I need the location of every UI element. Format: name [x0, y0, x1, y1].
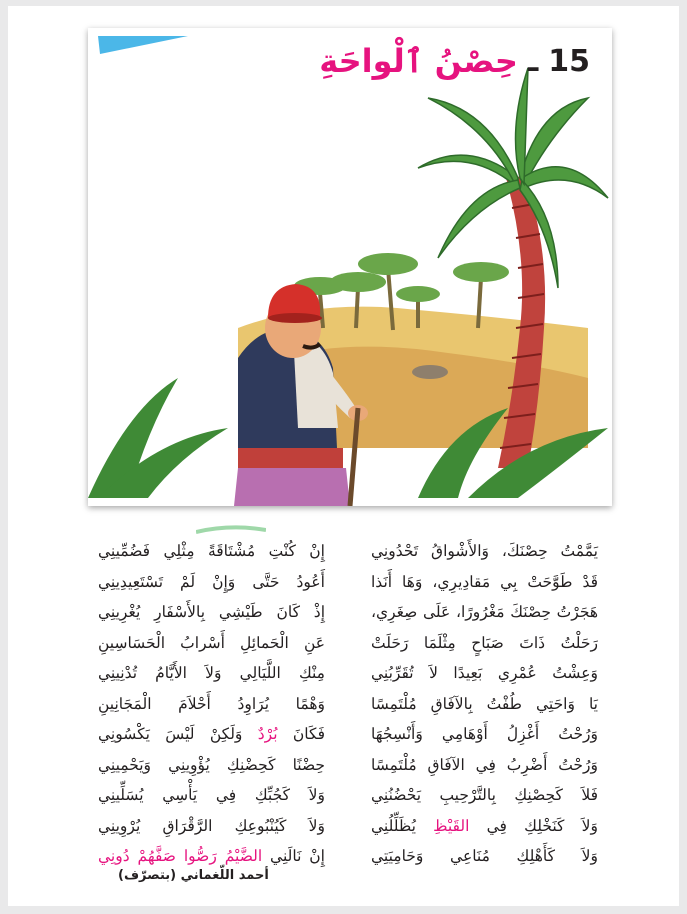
illustration-frame — [88, 28, 612, 506]
verse-line: إِذْ كَانَ طَيْشِي بِالأَسْفَارِ يُغْرِينِي — [98, 603, 325, 621]
lesson-dash: ـ — [527, 43, 539, 79]
verse-line: وَلاَ كَجُبِّكِ فِي يَأْسِي يُسَلِّينِي — [98, 786, 325, 804]
lesson-title: حِصْنُ ٱلْواحَةِ — [319, 42, 518, 80]
verse-line: وَلاَ كَيُنْبُوعِكِ الرَّقْرَاقِ يُرْوِينِي — [98, 816, 325, 835]
poem-author: أحمد اللّغماني (بتصرّف) — [118, 868, 269, 883]
verse-line: وَعِشْتُ عُمْرِي بَعِيدًا لاَ تُقَرِّبُنِي — [371, 664, 598, 682]
verse-line: وَرُحْتُ أَغْزِلُ أَوْهَامِي وَأَنْسِجُهَا — [371, 725, 598, 743]
verse-line: أَعُودُ حَتَّى وَإِنْ لَمْ تَسْتَعِيدِينِي — [98, 572, 325, 591]
verse-line: رَحَلْتُ ذَاتَ صَبَاحٍ مِثْلَمَا رَحَلَتْ — [371, 633, 598, 652]
book-page — [8, 6, 679, 906]
poem-left-column — [98, 536, 325, 872]
highlighted-word: بُرْدٌ — [257, 725, 278, 743]
lesson-number: 15 — [548, 43, 590, 79]
verse-line: وَهْمًا يُرَاوِدُ أَحْلاَمَ الْمَجَانِينِ — [98, 694, 325, 713]
highlighted-word: القَيْظِ — [433, 816, 470, 835]
verse-line: حِضْنًا كَحِضْنِكِ يُؤْوِينِي وَيَحْمِينِي — [98, 755, 325, 774]
verse-line: يَا وَاحَتِي طُفْتُ بِالآفَاقِ مُلْتَمِسًا — [371, 694, 598, 713]
verse-line: إِنْ كُنْتِ مُشْتَاقَةً مِثْلِي فَضُمِّينِي — [98, 542, 325, 560]
oasis-illustration — [88, 28, 612, 506]
verse-line: يَمَّمْتُ حِصْنَكَ، وَالأَشْواقُ تَحْدُونِي — [371, 542, 598, 560]
verse-line: فَلاَ كَحِصْنِكِ بِالتَّرْحِيبِ يَحْضُنُنِي — [371, 786, 598, 804]
highlighted-word: الضَّيْمُ رَصُّوا صَفَّهُمْ دُونِي — [98, 847, 263, 865]
lesson-header — [319, 42, 590, 80]
verse-line: هَجَرْتُ حِصْنَكَ مَغْرُورًا، عَلَى صِغَرِي، — [371, 603, 598, 621]
verse-line-highlighted: فَكَانَ بُرْدٌ وَلَكِنْ لَيْسَ يَكْسُونِي — [98, 725, 325, 743]
verse-line: قَدْ طَوَّحَتْ بِي مَقادِيرِي، وَهَا أَنَذا — [371, 572, 598, 591]
verse-line: عَنِ الْحَمائِلِ أَسْرابُ الْحَسَاسِينِ — [98, 633, 325, 652]
poem — [98, 536, 598, 872]
verse-line-highlighted: وَلاَ كَنَخْلِكِ فِي القَيْظِ يُظَلِّلُنِي — [371, 816, 598, 835]
verse-line-highlighted: إِنْ نَالَنِي الضَّيْمُ رَصُّوا صَفَّهُمْ دُونِي — [98, 847, 325, 865]
verse-line: وَلاَ كَأَهْلِكِ مُنَاعِي وَحَامِيَتِي — [371, 847, 598, 865]
verse-line: وَرُحْتُ أَضْرِبُ فِي الآفَاقِ مُلْتَمِسًا — [371, 755, 598, 774]
decorative-stroke — [196, 524, 266, 534]
poem-right-column — [371, 536, 598, 872]
verse-line: مِنْكِ اللَّيَالِي وَلاَ الأَيَّامُ تُدْنِينِي — [98, 664, 325, 682]
